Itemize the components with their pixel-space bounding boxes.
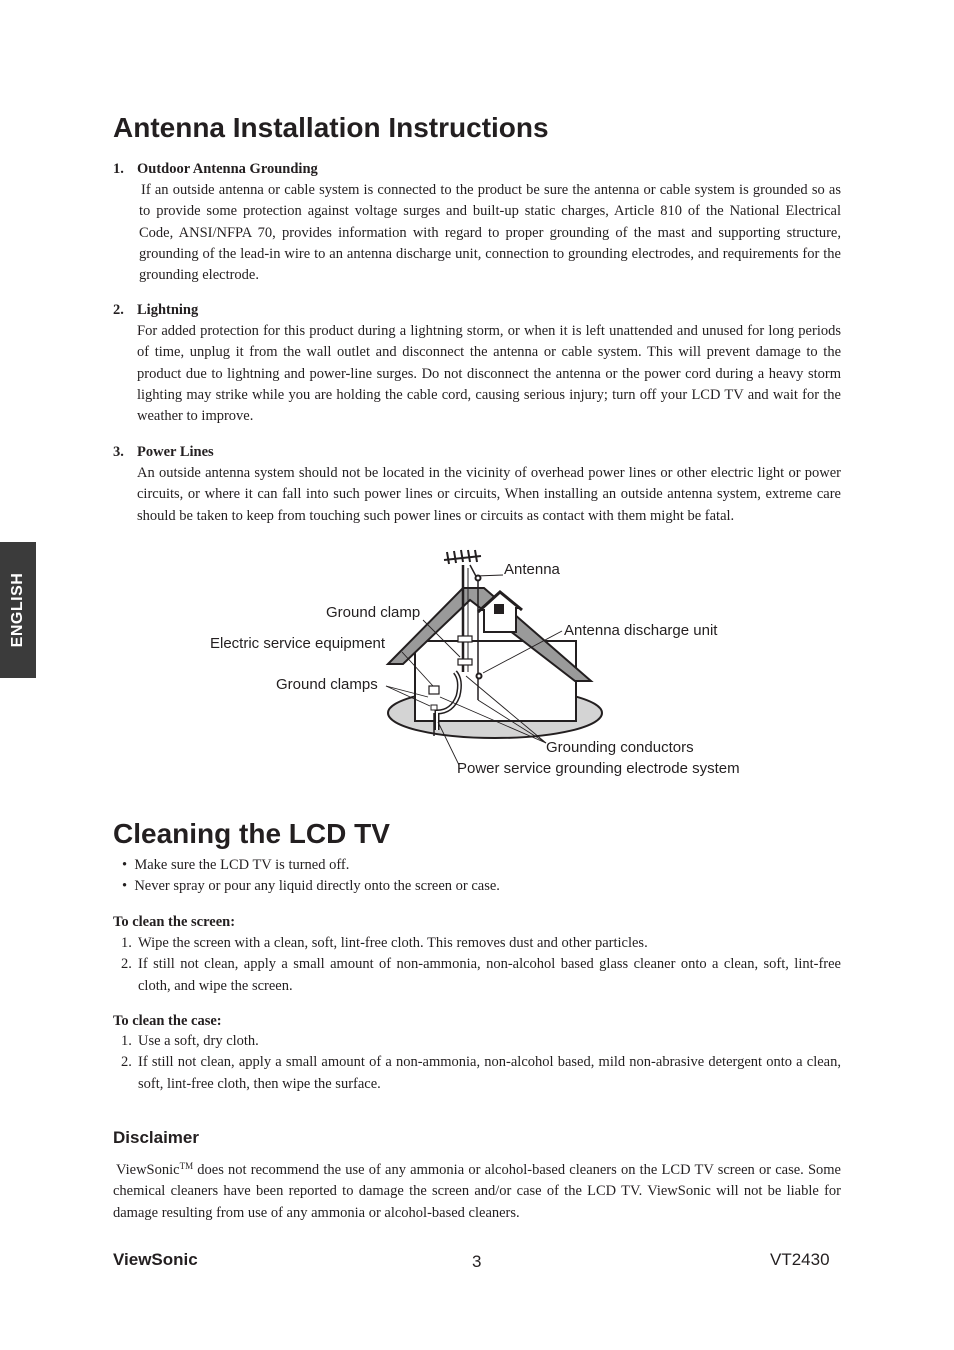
step-item: 1. Use a soft, dry cloth.	[121, 1033, 259, 1049]
label-power-service: Power service grounding electrode system	[457, 760, 740, 777]
disclaimer-text: ViewSonic™ does not recommend the use of any ammonia or alcohol-based cleaners on the LCD TV screen or case. Some chemical cleaners have been reported to damage the screen and/or case of the LCD TV. ViewSonic will not be liable for damage resulting from use of any ammonia or alcohol-based cleaners.	[113, 1161, 841, 1221]
cleaning-bullets	[122, 855, 842, 898]
label-electric-service-equipment: Electric service equipment	[210, 635, 386, 652]
step-item: 1. Wipe the screen with a clean, soft, lint-free cloth. This removes dust and other particles.	[121, 935, 648, 951]
disclaimer-title: Disclaimer	[113, 1128, 199, 1147]
item-title: 2. Lightning	[113, 302, 199, 318]
footer-brand: ViewSonic	[113, 1250, 198, 1269]
side-tab-label: ENGLISH	[9, 572, 26, 648]
clean-screen-heading: To clean the screen:	[113, 914, 236, 930]
item-text: If an outside antenna or cable system is connected to the product be sure the antenna or cable system is grounded so as to provide some protection against voltage surges and built-up static charges, Article 810 of the National Electrical Code, ANSI/NFPA 70, provides information with regard to proper grounding of the mast and supporting structure, grounding of the lead-in wire to an antenna discharge unit, connection to grounding electrodes, and requirements for the grounding electrode.	[139, 182, 841, 284]
item-text: An outside antenna system should not be located in the vicinity of overhead power lines or other electric light or power circuits, or where it can fall into such power lines or circuits, When installing an outside antenna system, extreme care should be taken to keep from touching such power lines or circuits as contact with them might be fatal.	[137, 465, 841, 524]
item-title: 3. Power Lines	[113, 444, 214, 460]
step-item: 2. If still not clean, apply a small amount of a non-ammonia, non-alcohol based, mild non-abrasive detergent onto a clean, soft, lint-free cloth, then wipe the surface.	[121, 1054, 841, 1092]
step-item: 2. If still not clean, apply a small amount of non-ammonia, non-alcohol based glass cleaner onto a clean, soft, lint-free cloth, and wipe the screen.	[121, 956, 841, 994]
label-antenna: Antenna	[504, 561, 560, 578]
electric-service-box	[429, 686, 439, 694]
footer-model: VT2430	[770, 1250, 830, 1269]
label-ground-clamps: Ground clamps	[276, 676, 378, 693]
clean-case-heading: To clean the case:	[113, 1013, 222, 1029]
item-title: 1. Outdoor Antenna Grounding	[113, 161, 318, 177]
label-antenna-discharge-unit: Antenna discharge unit	[564, 622, 718, 639]
antenna-section-title: Antenna Installation Instructions	[113, 112, 549, 143]
bullet-item: • Make sure the LCD TV is turned off.	[122, 857, 350, 873]
clean-case-block	[113, 1011, 841, 1095]
leader-antenna	[476, 575, 503, 576]
label-grounding-conductors: Grounding conductors	[546, 739, 694, 756]
page-number: 3	[472, 1252, 482, 1271]
bullet-item: • Never spray or pour any liquid directly onto the screen or case.	[122, 878, 500, 895]
label-ground-clamp: Ground clamp	[326, 604, 421, 621]
cleaning-section-title: Cleaning the LCD TV	[113, 818, 390, 849]
clean-screen-block	[113, 912, 841, 997]
item-text: For added protection for this product during a lightning storm, or when it is left unattended and unused for long periods of time, unplug it from the wall outlet and disconnect the antenna or cable system. This will prevent damage to the product due to lightning and power-line surges. Do not disconnect the antenna or the power cord during a heavy storm lighting may strike while you are holding the cable cord, causing serious injury; turn off your LCD TV and wait for the weather to improve.	[137, 323, 841, 425]
